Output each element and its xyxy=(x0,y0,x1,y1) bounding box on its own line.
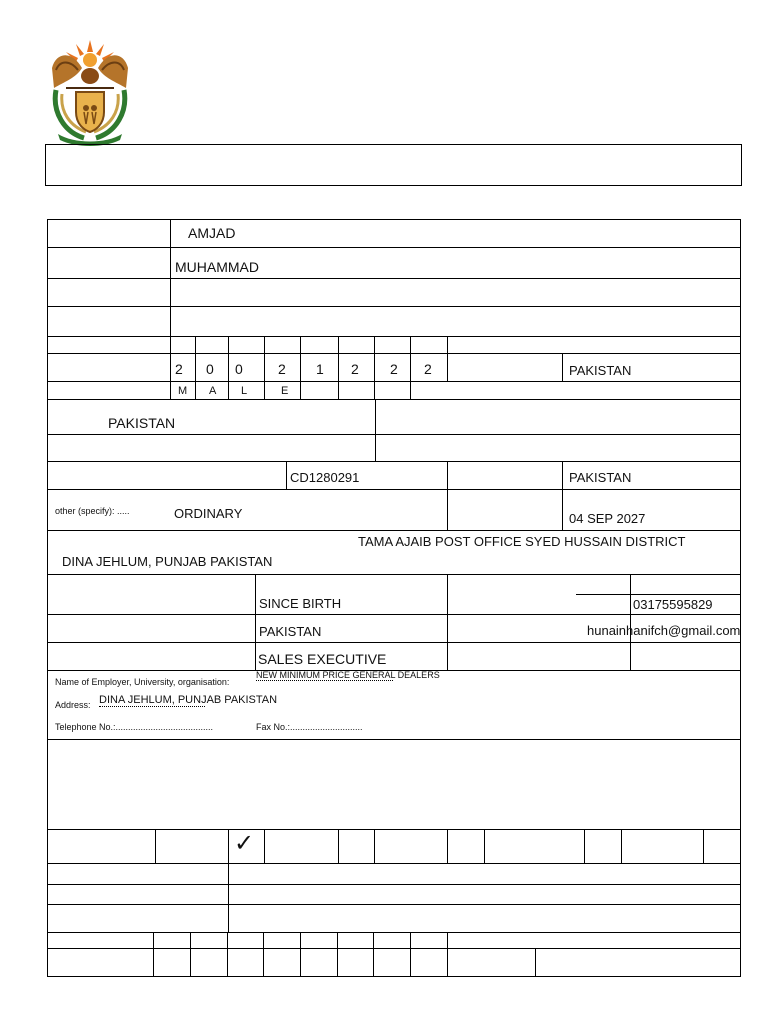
employer-address-value[interactable]: DINA JEHLUM, PUNJAB PAKISTAN xyxy=(99,694,278,706)
residence-country-value[interactable]: PAKISTAN xyxy=(259,624,322,639)
email-value[interactable]: hunainhanifch@gmail.com xyxy=(587,623,741,638)
phone-value[interactable]: 03175595829 xyxy=(633,597,713,612)
employer-label: Name of Employer, University, organisation: xyxy=(55,677,230,687)
coat-of-arms-emblem xyxy=(46,38,134,146)
dob-digit[interactable]: 1 xyxy=(316,361,324,377)
checkmark-icon[interactable]: ✓ xyxy=(234,829,255,857)
passport-country-value[interactable]: PAKISTAN xyxy=(569,470,632,485)
fax-label: Fax No.:............................. xyxy=(256,722,363,732)
country-of-birth-value[interactable]: PAKISTAN xyxy=(569,363,632,378)
sex-letter[interactable]: M xyxy=(178,385,188,397)
sex-letter[interactable]: E xyxy=(281,385,289,397)
passport-type-other-label: other (specify): ..... xyxy=(55,506,130,516)
dob-digit[interactable]: 2 xyxy=(278,361,286,377)
nationality-value[interactable]: PAKISTAN xyxy=(108,415,176,431)
dob-digit[interactable]: 2 xyxy=(424,361,432,377)
passport-type-value[interactable]: ORDINARY xyxy=(174,506,243,521)
sex-letter[interactable]: L xyxy=(241,385,248,397)
dob-digit[interactable]: 0 xyxy=(206,361,214,377)
dob-digit[interactable]: 2 xyxy=(351,361,359,377)
address-line1-value[interactable]: TAMA AJAIB POST OFFICE SYED HUSSAIN DISTRICT xyxy=(358,534,686,549)
passport-number-value[interactable]: CD1280291 xyxy=(290,470,360,485)
first-names-value[interactable]: MUHAMMAD xyxy=(175,259,259,275)
telephone-label: Telephone No.:....................................... xyxy=(55,722,214,732)
occupation-value[interactable]: SALES EXECUTIVE xyxy=(258,651,387,667)
address-line2-value[interactable]: DINA JEHLUM, PUNJAB PAKISTAN xyxy=(62,554,273,569)
dob-digit[interactable]: 0 xyxy=(235,361,243,377)
dob-digit[interactable]: 2 xyxy=(390,361,398,377)
passport-expiry-value[interactable]: 04 SEP 2027 xyxy=(569,511,646,526)
dob-digit[interactable]: 2 xyxy=(175,361,183,377)
employer-value[interactable]: NEW MINIMUM PRICE GENERAL DEALERS xyxy=(256,670,440,680)
employer-address-label: Address: xyxy=(55,700,91,710)
residence-period-value[interactable]: SINCE BIRTH xyxy=(259,596,342,611)
sex-letter[interactable]: A xyxy=(209,385,217,397)
surname-value[interactable]: AMJAD xyxy=(188,225,236,241)
title-box xyxy=(45,144,742,186)
